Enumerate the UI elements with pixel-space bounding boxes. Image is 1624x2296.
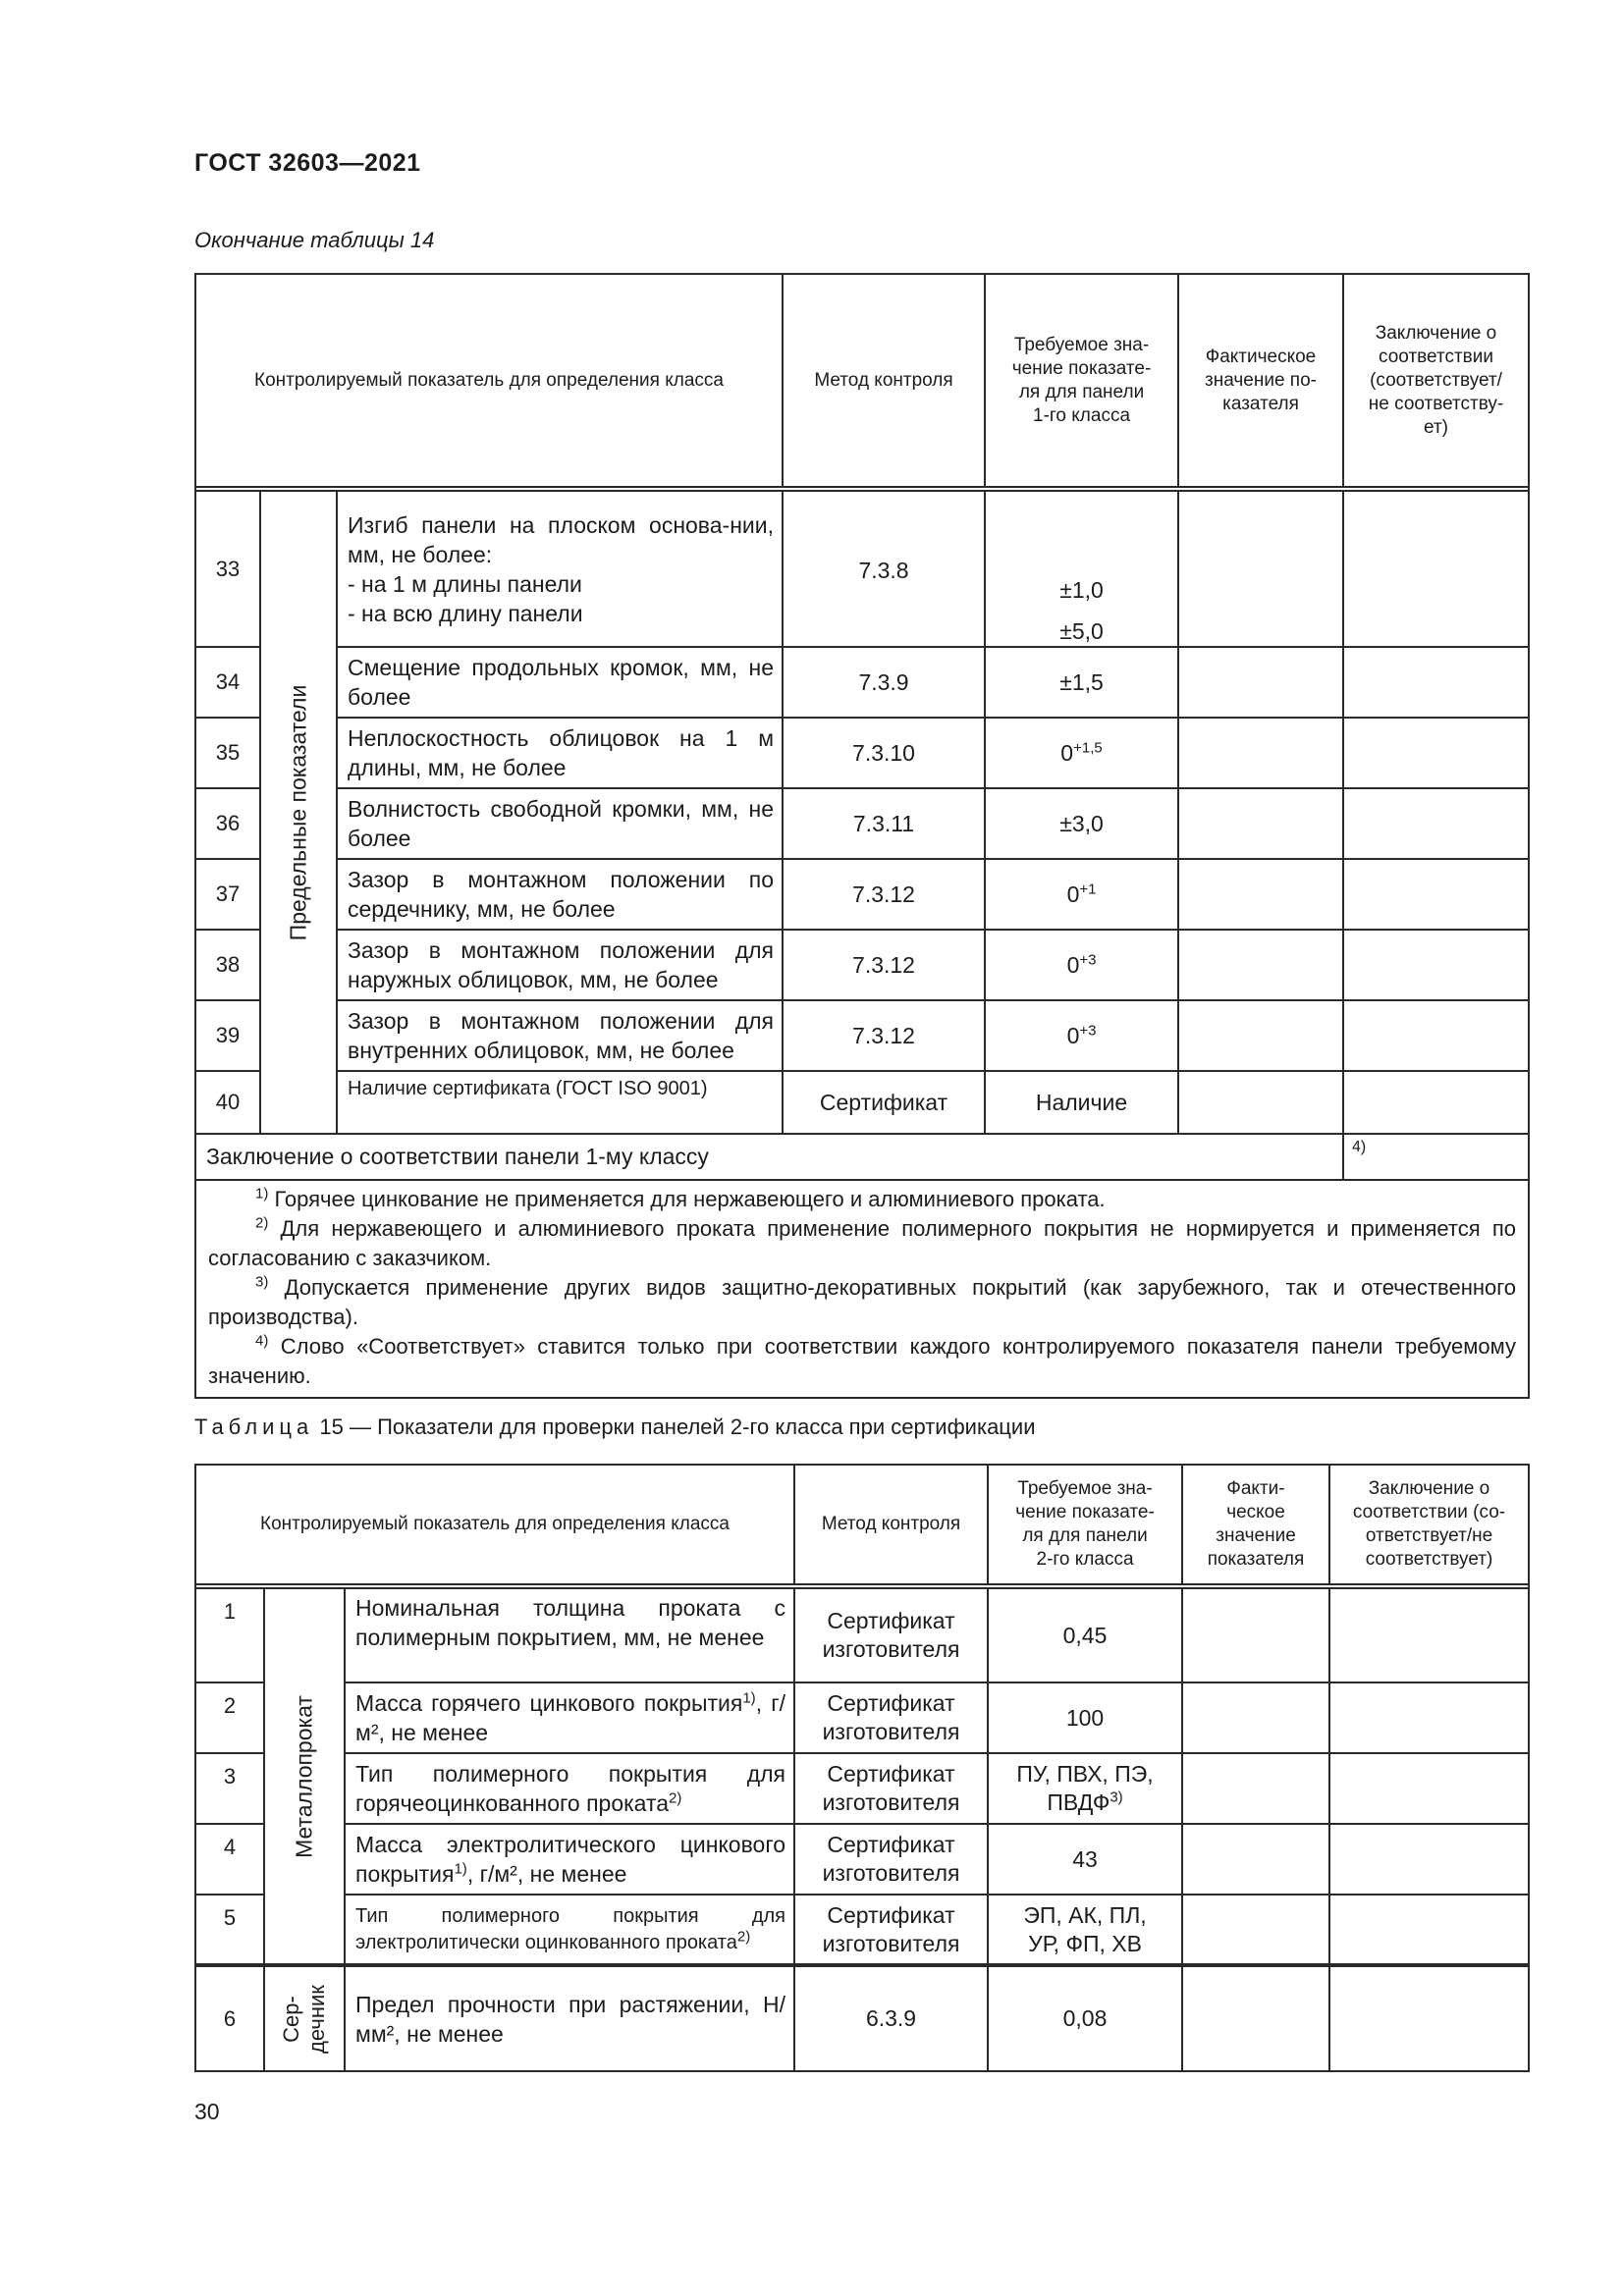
- conclusion-value: [1343, 788, 1529, 859]
- method: Сертификат: [783, 1071, 985, 1134]
- conclusion-value: [1329, 1965, 1529, 2071]
- indicator: Масса горячего цинкового покрытия$^{1)}$, г/м², не менее: [345, 1682, 794, 1753]
- conclusion-label: Заключение о соответствии панели 1-му классу: [195, 1134, 1343, 1180]
- group-label-cell: [264, 1588, 345, 1965]
- required-value: 0,45: [988, 1588, 1182, 1682]
- table-row: [195, 647, 1529, 718]
- actual-value: [1178, 718, 1343, 788]
- required-value: ±1,0 ±5,0: [985, 491, 1178, 647]
- actual-value: [1178, 491, 1343, 647]
- conclusion-value: [1343, 491, 1529, 647]
- page-number: 30: [194, 2099, 220, 2124]
- conclusion-value: [1343, 930, 1529, 1000]
- table-row: [195, 718, 1529, 788]
- conclusion-note: 4): [1343, 1134, 1529, 1180]
- row-number: 33: [195, 491, 260, 647]
- group-label-cell: [264, 1965, 345, 2071]
- actual-value: [1182, 1895, 1329, 1965]
- table-row: [195, 491, 1529, 647]
- header-method: Метод контроля: [794, 1465, 988, 1584]
- indicator: Смещение продольных кромок, мм, не более: [337, 647, 783, 718]
- row-number: 40: [195, 1071, 260, 1134]
- method: 6.3.9: [794, 1965, 988, 2071]
- table-15: [194, 1464, 1530, 2072]
- required-value: 0,08: [988, 1965, 1182, 2071]
- conclusion-value: [1343, 1071, 1529, 1134]
- method: 7.3.9: [783, 647, 985, 718]
- indicator: Неплоскостность облицовок на 1 м длины, мм, не более: [337, 718, 783, 788]
- footnote-2: $^{2)}$ Для нержавеющего и алюминиевого проката применение полимерного покрытия не нормируется и применяется по согласованию с заказчиком.: [208, 1214, 1517, 1270]
- required-value: 43: [988, 1824, 1182, 1895]
- required-value: $0^{+1,5}$: [985, 718, 1178, 788]
- indicator: Зазор в монтажном положении для внутренних облицовок, мм, не более: [337, 1000, 783, 1071]
- indicator: Изгиб панели на плоском основа-нии, мм, не более: - на 1 м длины панели - на всю длину панели: [337, 491, 783, 647]
- required-value: $0^{+3}$: [985, 930, 1178, 1000]
- row-number: 1: [195, 1588, 264, 1682]
- actual-value: [1182, 1753, 1329, 1824]
- footnotes: [195, 1180, 1529, 1398]
- table-row: [195, 859, 1529, 930]
- indicator: Зазор в монтажном положении для наружных облицовок, мм, не более: [337, 930, 783, 1000]
- row-number: 38: [195, 930, 260, 1000]
- actual-value: [1178, 859, 1343, 930]
- row-number: 36: [195, 788, 260, 859]
- group-label: Сер- дечник: [279, 1984, 329, 2054]
- indicator: Масса электролитического цинкового покрытия$^{1)}$, г/м², не менее: [345, 1824, 794, 1895]
- table-row: [195, 1682, 1529, 1753]
- actual-value: [1182, 1965, 1329, 2071]
- conclusion-value: [1343, 647, 1529, 718]
- table-row: [195, 1000, 1529, 1071]
- actual-value: [1178, 1000, 1343, 1071]
- conclusion-value: [1329, 1682, 1529, 1753]
- required-value: $0^{+1}$: [985, 859, 1178, 930]
- indicator: Зазор в монтажном положении по сердечнику, мм, не более: [337, 859, 783, 930]
- conclusion-value: [1329, 1753, 1529, 1824]
- table-row: [195, 1824, 1529, 1895]
- conclusion-value: [1329, 1824, 1529, 1895]
- table-row: [195, 1753, 1529, 1824]
- group-label: Предельные показатели: [285, 684, 311, 940]
- footnote-1: $^{1)}$ Горячее цинкование не применяется для нержавеющего и алюминиевого проката.: [255, 1185, 1106, 1211]
- row-number: 37: [195, 859, 260, 930]
- table-row: [195, 1071, 1529, 1134]
- table-15-caption: Таблица 15 — Показатели для проверки панелей 2-го класса при сертификации: [194, 1415, 1036, 1439]
- method: Сертификат изготовителя: [794, 1895, 988, 1965]
- row-number: 2: [195, 1682, 264, 1753]
- table-row: [195, 1965, 1529, 2071]
- footnote-4: $^{4)}$ Слово «Соответствует» ставится только при соответствии каждого контролируемого показателя панели требуемому значению.: [208, 1332, 1517, 1388]
- required-value: $0^{+3}$: [985, 1000, 1178, 1071]
- conclusion-value: [1343, 718, 1529, 788]
- header-indicator: Контролируемый показатель для определения класса: [195, 1465, 794, 1584]
- table-14: [194, 273, 1530, 1399]
- conclusion-row: [195, 1134, 1529, 1180]
- method: 7.3.11: [783, 788, 985, 859]
- indicator: Номинальная толщина проката с полимерным покрытием, мм, не менее: [345, 1588, 794, 1682]
- method: Сертификат изготовителя: [794, 1588, 988, 1682]
- actual-value: [1178, 1071, 1343, 1134]
- method: Сертификат изготовителя: [794, 1753, 988, 1824]
- row-number: 6: [195, 1965, 264, 2071]
- table-row: [195, 1895, 1529, 1965]
- actual-value: [1178, 647, 1343, 718]
- conclusion-value: [1329, 1588, 1529, 1682]
- table-row: [195, 1588, 1529, 1682]
- method: 7.3.8: [783, 491, 985, 647]
- indicator: Волнистость свободной кромки, мм, не более: [337, 788, 783, 859]
- indicator: Тип полимерного покрытия для горячеоцинкованного проката$^{2)}$: [345, 1753, 794, 1824]
- method: 7.3.10: [783, 718, 985, 788]
- footnotes-row: [195, 1180, 1529, 1398]
- conclusion-value: [1329, 1895, 1529, 1965]
- header-actual: Факти- ческое значение показателя: [1182, 1465, 1329, 1584]
- indicator: Тип полимерного покрытия для электролитически оцинкованного проката$^{2)}$: [345, 1895, 794, 1965]
- document-code: ГОСТ 32603—2021: [194, 149, 421, 177]
- header-indicator: Контролируемый показатель для определения класса: [195, 274, 783, 487]
- method: 7.3.12: [783, 859, 985, 930]
- method: 7.3.12: [783, 1000, 985, 1071]
- required-value: ±3,0: [985, 788, 1178, 859]
- method: Сертификат изготовителя: [794, 1824, 988, 1895]
- actual-value: [1182, 1588, 1329, 1682]
- actual-value: [1178, 930, 1343, 1000]
- method: 7.3.12: [783, 930, 985, 1000]
- actual-value: [1178, 788, 1343, 859]
- table-row: [195, 930, 1529, 1000]
- actual-value: [1182, 1824, 1329, 1895]
- conclusion-value: [1343, 1000, 1529, 1071]
- header-conclusion: Заключение о соответствии (со- ответствует/не соответствует): [1329, 1465, 1529, 1584]
- row-number: 39: [195, 1000, 260, 1071]
- table-row: [195, 788, 1529, 859]
- row-number: 3: [195, 1753, 264, 1824]
- indicator: Предел прочности при растяжении, Н/мм², не менее: [345, 1965, 794, 2071]
- group-label: Металлопрокат: [291, 1694, 317, 1858]
- required-value: ПУ, ПВХ, ПЭ, ПВДФ$^{3)}$: [988, 1753, 1182, 1824]
- row-number: 5: [195, 1895, 264, 1965]
- required-value: Наличие: [985, 1071, 1178, 1134]
- actual-value: [1182, 1682, 1329, 1753]
- table-continuation-caption: Окончание таблицы 14: [194, 228, 435, 252]
- header-actual: Фактическое значение по- казателя: [1178, 274, 1343, 487]
- method: Сертификат изготовителя: [794, 1682, 988, 1753]
- required-value: ЭП, АК, ПЛ, УР, ФП, ХВ: [988, 1895, 1182, 1965]
- required-value: 100: [988, 1682, 1182, 1753]
- group-label-cell: [260, 491, 337, 1134]
- header-required: Требуемое зна- чение показате- ля для панели 1-го класса: [985, 274, 1178, 487]
- row-number: 4: [195, 1824, 264, 1895]
- indicator: Наличие сертификата (ГОСТ ISO 9001): [337, 1071, 783, 1134]
- conclusion-value: [1343, 859, 1529, 930]
- footnote-3: $^{3)}$ Допускается применение других видов защитно-декоративных покрытий (как зарубежного, так и отечественного производства).: [208, 1273, 1517, 1329]
- header-conclusion: Заключение о соответствии (соответствует/ не соответству- ет): [1343, 274, 1529, 487]
- required-value: ±1,5: [985, 647, 1178, 718]
- row-number: 35: [195, 718, 260, 788]
- header-method: Метод контроля: [783, 274, 985, 487]
- row-number: 34: [195, 647, 260, 718]
- header-required: Требуемое зна- чение показате- ля для панели 2-го класса: [988, 1465, 1182, 1584]
